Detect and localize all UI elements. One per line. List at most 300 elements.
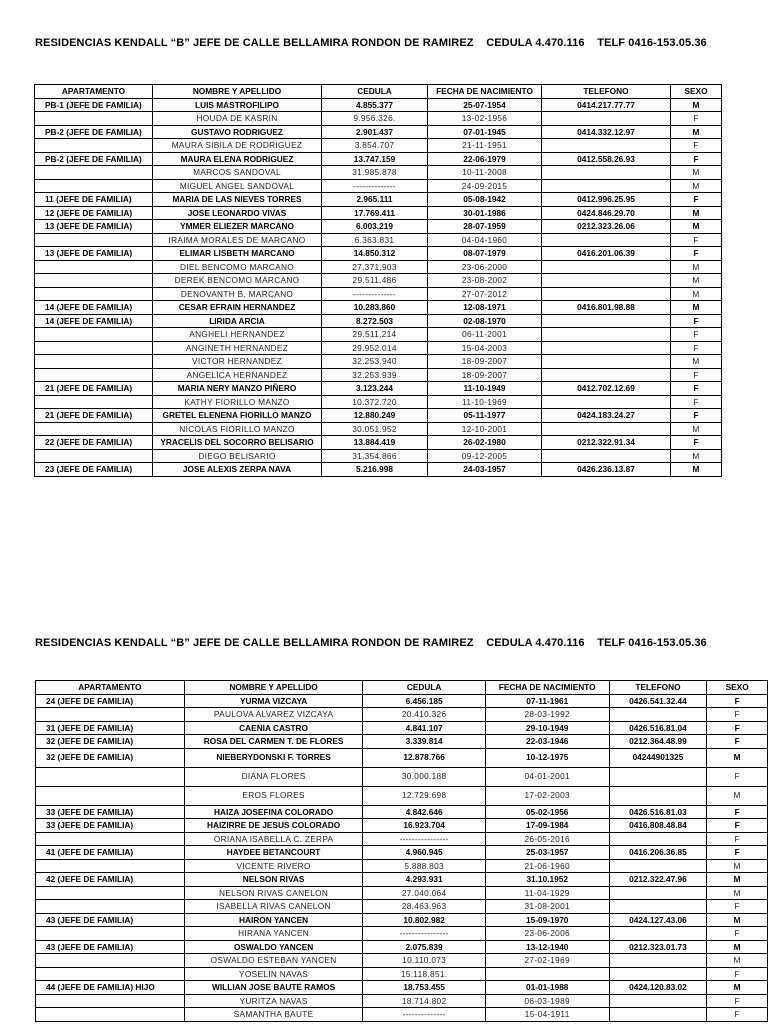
cell-apartamento	[35, 166, 153, 180]
cell-cedula: 2.901.437	[322, 125, 428, 139]
cell-cedula: 10.110.073	[363, 954, 485, 968]
cell-nombre: JOSE LEONARDO VIVAS	[153, 206, 322, 220]
family-member-row	[36, 967, 768, 981]
cell-sexo: M	[671, 179, 722, 193]
cell-nombre: SAMANTHA BAUTE	[184, 1008, 363, 1022]
cell-nombre: OSWALDO ESTEBAN YANCEN	[184, 954, 363, 968]
cell-telefono: 0424.183.24.27	[542, 409, 671, 423]
cell-sexo: M	[671, 449, 722, 463]
cell-cedula: 6.003.219	[322, 220, 428, 234]
cell-apartamento: 11 (JEFE DE FAMILIA)	[35, 193, 153, 207]
cell-sexo: F	[707, 735, 768, 749]
cell-fecha-nacimiento: 10-11-2008	[428, 166, 542, 180]
cell-fecha-nacimiento: 21-06-1960	[485, 859, 609, 873]
cell-apartamento	[36, 832, 185, 846]
cell-cedula: 4.855.377	[322, 98, 428, 112]
cell-nombre: ANGELICA HERNANDEZ	[153, 368, 322, 382]
cell-fecha-nacimiento: 10-12-1975	[485, 748, 609, 767]
cell-nombre: DIANA FLORES	[184, 767, 363, 786]
cell-cedula: 17.769.411	[322, 206, 428, 220]
cell-fecha-nacimiento: 13-12-1940	[485, 940, 609, 954]
cell-nombre: MAURA ELENA RODRIGUEZ	[153, 152, 322, 166]
cell-telefono	[542, 260, 671, 274]
cell-cedula: 12.878.766	[363, 748, 485, 767]
cell-cedula: 27.371.903	[322, 260, 428, 274]
cell-sexo: F	[671, 233, 722, 247]
cell-sexo: F	[707, 1008, 768, 1022]
cell-cedula: 30.051.952	[322, 422, 428, 436]
cell-apartamento	[35, 355, 153, 369]
cell-cedula: --------------	[322, 287, 428, 301]
cell-apartamento: 13 (JEFE DE FAMILIA)	[35, 247, 153, 261]
cell-telefono: 04244901325	[609, 748, 707, 767]
cell-nombre: IRAIMA MORALES DE MARCANO	[153, 233, 322, 247]
cell-telefono	[609, 967, 707, 981]
cell-sexo: F	[671, 382, 722, 396]
cell-cedula: ----------------	[363, 927, 485, 941]
cell-nombre: YOSELIN NAVAS	[184, 967, 363, 981]
residents-table	[34, 84, 722, 477]
head-of-family-row	[35, 125, 722, 139]
cell-nombre: GRETEL ELENENA FIORILLO MANZO	[153, 409, 322, 423]
cell-telefono	[609, 786, 707, 805]
cell-apartamento	[36, 994, 185, 1008]
cell-telefono	[542, 274, 671, 288]
head-of-family-row	[36, 819, 768, 833]
cell-fecha-nacimiento: 31.10.1952	[485, 873, 609, 887]
cell-sexo: M	[707, 886, 768, 900]
cell-fecha-nacimiento: 02-08-1970	[428, 314, 542, 328]
cell-apartamento: 23 (JEFE DE FAMILIA)	[35, 463, 153, 477]
cell-nombre: DEREK BENCOMO MARCANO	[153, 274, 322, 288]
cell-apartamento	[36, 900, 185, 914]
cell-apartamento: 22 (JEFE DE FAMILIA)	[35, 436, 153, 450]
cell-telefono	[609, 1008, 707, 1022]
cell-apartamento	[36, 786, 185, 805]
cell-sexo: M	[671, 98, 722, 112]
cell-telefono: 0424.846.29.70	[542, 206, 671, 220]
cell-fecha-nacimiento: 07-01-1945	[428, 125, 542, 139]
cell-nombre: PAULOVA ALVAREZ VIZCAYA	[184, 708, 363, 722]
family-member-row	[35, 422, 722, 436]
cell-fecha-nacimiento: 18-09-2007	[428, 368, 542, 382]
cell-fecha-nacimiento	[485, 967, 609, 981]
cell-cedula: 18.753.455	[363, 981, 485, 995]
cell-telefono	[609, 859, 707, 873]
cell-telefono: 0416.801.98.88	[542, 301, 671, 315]
col-header-nombre: NOMBRE Y APELLIDO	[184, 681, 363, 695]
cell-sexo: M	[671, 355, 722, 369]
cell-sexo: F	[707, 994, 768, 1008]
cell-telefono: 0212.364.48.99	[609, 735, 707, 749]
cell-nombre: MAURA SIBILA DE RODRIGUEZ	[153, 139, 322, 153]
cell-telefono: 0212.322.91.34	[542, 436, 671, 450]
cell-sexo: F	[671, 409, 722, 423]
cell-fecha-nacimiento: 23-06-2000	[428, 260, 542, 274]
cell-sexo: M	[707, 981, 768, 995]
cell-telefono: 0424.120.83.02	[609, 981, 707, 995]
cell-apartamento: 44 (JEFE DE FAMILIA) HIJO	[36, 981, 185, 995]
cell-sexo: F	[707, 900, 768, 914]
cell-cedula: 5.888.803	[363, 859, 485, 873]
cell-nombre: MARCOS SANDOVAL	[153, 166, 322, 180]
cell-fecha-nacimiento: 11-10-1949	[428, 382, 542, 396]
cell-fecha-nacimiento: 04-04-1960	[428, 233, 542, 247]
cell-cedula: 30.000.188	[363, 767, 485, 786]
cell-nombre: EROS FLORES	[184, 786, 363, 805]
cell-nombre: ISABELLA RIVAS CANELON	[184, 900, 363, 914]
cell-fecha-nacimiento: 15-04-1911	[485, 1008, 609, 1022]
cell-apartamento	[35, 328, 153, 342]
cell-telefono: 0426.516.81.04	[609, 721, 707, 735]
cell-nombre: YRACELIS DEL SOCORRO BELISARIO	[153, 436, 322, 450]
family-member-row	[36, 886, 768, 900]
head-of-family-row	[35, 152, 722, 166]
cell-fecha-nacimiento: 11-10-1969	[428, 395, 542, 409]
cell-sexo: M	[671, 206, 722, 220]
cell-cedula: 13.747.159	[322, 152, 428, 166]
cell-apartamento	[35, 341, 153, 355]
cell-cedula: 27.040.064	[363, 886, 485, 900]
head-of-family-row	[35, 98, 722, 112]
cell-telefono: 0212.323.01.73	[609, 940, 707, 954]
cell-nombre: KATHY FIORILLO MANZO	[153, 395, 322, 409]
cell-sexo: M	[707, 859, 768, 873]
cell-cedula: 3.123.244	[322, 382, 428, 396]
family-member-row	[35, 139, 722, 153]
cell-telefono: 0426.516.81.03	[609, 805, 707, 819]
cell-apartamento: 21 (JEFE DE FAMILIA)	[35, 409, 153, 423]
cell-fecha-nacimiento: 29-10-1949	[485, 721, 609, 735]
family-member-row	[35, 395, 722, 409]
cell-nombre: NICOLAS FIORILLO MANZO	[153, 422, 322, 436]
cell-nombre: HAIZA JOSEFINA COLORADO	[184, 805, 363, 819]
cell-apartamento: 32 (JEFE DE FAMILIA)	[36, 748, 185, 767]
cell-sexo: F	[707, 708, 768, 722]
cell-telefono: 0426.541.32.44	[609, 694, 707, 708]
cell-cedula: 15.118.851.	[363, 967, 485, 981]
cell-fecha-nacimiento: 26-05-2016	[485, 832, 609, 846]
cell-sexo: F	[671, 193, 722, 207]
cell-sexo: M	[671, 422, 722, 436]
head-of-family-row	[35, 463, 722, 477]
family-member-row	[36, 859, 768, 873]
cell-nombre: MIGUEL ANGEL SANDOVAL	[153, 179, 322, 193]
head-of-family-row	[35, 382, 722, 396]
cell-cedula: 29.511.486	[322, 274, 428, 288]
cell-apartamento: PB-2 (JEFE DE FAMILIA)	[35, 152, 153, 166]
family-member-row	[36, 994, 768, 1008]
family-member-row	[36, 832, 768, 846]
family-member-row	[35, 341, 722, 355]
cell-sexo: F	[707, 694, 768, 708]
cell-cedula: 32.253.939	[322, 368, 428, 382]
cell-nombre: HAIRON YANCEN	[184, 913, 363, 927]
cell-apartamento	[35, 368, 153, 382]
family-member-row	[35, 260, 722, 274]
cell-telefono	[542, 166, 671, 180]
cell-fecha-nacimiento: 26-02-1980	[428, 436, 542, 450]
family-member-row	[35, 233, 722, 247]
cell-fecha-nacimiento: 22-06-1979	[428, 152, 542, 166]
head-of-family-row	[36, 940, 768, 954]
cell-telefono	[542, 328, 671, 342]
cell-fecha-nacimiento: 09-12-2005	[428, 449, 542, 463]
cell-fecha-nacimiento: 24-09-2015	[428, 179, 542, 193]
family-member-row	[36, 767, 768, 786]
cell-nombre: OSWALDO YANCEN	[184, 940, 363, 954]
cell-fecha-nacimiento: 24-03-1957	[428, 463, 542, 477]
cell-sexo: F	[671, 112, 722, 126]
cell-nombre: NIEBERYDONSKI F. TORRES	[184, 748, 363, 767]
cell-telefono	[609, 708, 707, 722]
cell-cedula: 18.714.802	[363, 994, 485, 1008]
cell-cedula: 20.410.326	[363, 708, 485, 722]
cell-apartamento: 32 (JEFE DE FAMILIA)	[36, 735, 185, 749]
cell-telefono: 0416.206.36.85	[609, 846, 707, 860]
family-member-row	[35, 355, 722, 369]
cell-telefono	[542, 395, 671, 409]
cell-fecha-nacimiento: 27-07-2012	[428, 287, 542, 301]
cell-nombre: WILLIAN JOSE BAUTE RAMOS	[184, 981, 363, 995]
cell-telefono	[542, 139, 671, 153]
cell-apartamento	[36, 967, 185, 981]
head-of-family-row	[36, 805, 768, 819]
cell-cedula: 12.729.698	[363, 786, 485, 805]
cell-nombre: GUSTAVO RODRIGUEZ	[153, 125, 322, 139]
col-header-cedula: CEDULA	[322, 85, 428, 99]
cell-telefono: 0412.702.12.69	[542, 382, 671, 396]
cell-sexo: M	[671, 301, 722, 315]
cell-apartamento	[36, 767, 185, 786]
cell-telefono	[542, 233, 671, 247]
cell-fecha-nacimiento: 30-01-1986	[428, 206, 542, 220]
cell-fecha-nacimiento: 22-03-1946	[485, 735, 609, 749]
cell-apartamento: 13 (JEFE DE FAMILIA)	[35, 220, 153, 234]
cell-apartamento: 33 (JEFE DE FAMILIA)	[36, 805, 185, 819]
cell-telefono	[609, 927, 707, 941]
cell-cedula: 2.075.839	[363, 940, 485, 954]
cell-sexo: F	[671, 341, 722, 355]
cell-nombre: HAYDEE BETANCOURT	[184, 846, 363, 860]
cell-telefono: 0424.127.43.06	[609, 913, 707, 927]
cell-apartamento: 14 (JEFE DE FAMILIA)	[35, 314, 153, 328]
cell-cedula: ----------------	[363, 832, 485, 846]
cell-nombre: JOSE ALEXIS ZERPA NAVA	[153, 463, 322, 477]
cell-nombre: LUIS MASTROFILIPO	[153, 98, 322, 112]
cell-sexo: F	[671, 328, 722, 342]
head-of-family-row	[35, 247, 722, 261]
cell-telefono	[609, 767, 707, 786]
cell-apartamento	[36, 954, 185, 968]
family-member-row	[36, 708, 768, 722]
col-header-fecha: FECHA DE NACIMIENTO	[428, 85, 542, 99]
cell-telefono	[542, 314, 671, 328]
cell-apartamento: 31 (JEFE DE FAMILIA)	[36, 721, 185, 735]
head-of-family-row	[35, 220, 722, 234]
cell-sexo: M	[671, 287, 722, 301]
cell-sexo: F	[707, 819, 768, 833]
cell-nombre: ORIANA ISABELLA C. ZERPA	[184, 832, 363, 846]
cell-nombre: HIRANA YANCEN	[184, 927, 363, 941]
cell-fecha-nacimiento: 05-11-1977	[428, 409, 542, 423]
head-of-family-row	[35, 436, 722, 450]
cell-fecha-nacimiento: 05-08-1942	[428, 193, 542, 207]
cell-telefono	[542, 422, 671, 436]
cell-sexo: F	[707, 927, 768, 941]
col-header-fecha: FECHA DE NACIMIENTO	[485, 681, 609, 695]
cell-apartamento: 12 (JEFE DE FAMILIA)	[35, 206, 153, 220]
cell-sexo: F	[707, 832, 768, 846]
cell-cedula: 6.456.185	[363, 694, 485, 708]
cell-telefono	[542, 355, 671, 369]
cell-cedula: 3.854.707	[322, 139, 428, 153]
cell-apartamento: PB-2 (JEFE DE FAMILIA)	[35, 125, 153, 139]
cell-sexo: F	[671, 436, 722, 450]
cell-fecha-nacimiento: 01-01-1988	[485, 981, 609, 995]
head-of-family-row	[36, 748, 768, 767]
head-of-family-row	[35, 409, 722, 423]
family-member-row	[35, 179, 722, 193]
cell-nombre: VICTOR HERNANDEZ	[153, 355, 322, 369]
cell-nombre: MARIA NERY MANZO PIÑERO	[153, 382, 322, 396]
cell-telefono: 0416.201.06.39	[542, 247, 671, 261]
cell-sexo: F	[671, 395, 722, 409]
cell-apartamento	[35, 422, 153, 436]
cell-apartamento	[35, 287, 153, 301]
cell-sexo: M	[707, 940, 768, 954]
family-member-row	[35, 368, 722, 382]
cell-fecha-nacimiento: 11-04-1929	[485, 886, 609, 900]
cell-cedula: 3.339.814	[363, 735, 485, 749]
cell-nombre: MARIA DE LAS NIEVES TORRES	[153, 193, 322, 207]
cell-nombre: DENOVANTH B. MARCANO	[153, 287, 322, 301]
head-of-family-row	[36, 694, 768, 708]
cell-telefono	[542, 179, 671, 193]
cell-nombre: NELSON RIVAS	[184, 873, 363, 887]
family-member-row	[35, 449, 722, 463]
header-row	[36, 681, 768, 695]
cell-fecha-nacimiento: 17-02-2003	[485, 786, 609, 805]
cell-apartamento: 33 (JEFE DE FAMILIA)	[36, 819, 185, 833]
cell-sexo: M	[671, 260, 722, 274]
head-of-family-row	[36, 721, 768, 735]
cell-apartamento: 21 (JEFE DE FAMILIA)	[35, 382, 153, 396]
cell-sexo: F	[671, 247, 722, 261]
col-header-nombre: NOMBRE Y APELLIDO	[153, 85, 322, 99]
cell-cedula: 4.960.945	[363, 846, 485, 860]
cell-cedula: 10.802.982	[363, 913, 485, 927]
cell-fecha-nacimiento: 27-02-1969	[485, 954, 609, 968]
cell-apartamento: 14 (JEFE DE FAMILIA)	[35, 301, 153, 315]
cell-cedula: --------------	[322, 179, 428, 193]
cell-telefono: 0416.808.48.84	[609, 819, 707, 833]
cell-cedula: 31.354.866	[322, 449, 428, 463]
col-header-telefono: TELEFONO	[609, 681, 707, 695]
head-of-family-row	[35, 301, 722, 315]
cell-sexo: M	[671, 274, 722, 288]
cell-sexo: F	[707, 767, 768, 786]
cell-nombre: NELSON RIVAS CANELON	[184, 886, 363, 900]
cell-cedula: 16.923.704	[363, 819, 485, 833]
cell-fecha-nacimiento: 25-07-1954	[428, 98, 542, 112]
cell-nombre: YURITZA NAVAS	[184, 994, 363, 1008]
col-header-sexo: SEXO	[707, 681, 768, 695]
head-of-family-row	[36, 846, 768, 860]
cell-nombre: YMMER ELIEZER MARCANO	[153, 220, 322, 234]
cell-apartamento: 41 (JEFE DE FAMILIA)	[36, 846, 185, 860]
cell-sexo: F	[671, 152, 722, 166]
cell-fecha-nacimiento: 06-11-2001	[428, 328, 542, 342]
cell-cedula: 32.253.940	[322, 355, 428, 369]
cell-nombre: CAENIA CASTRO	[184, 721, 363, 735]
family-member-row	[35, 274, 722, 288]
cell-fecha-nacimiento: 06-03-1989	[485, 994, 609, 1008]
cell-telefono: 0426.236.13.87	[542, 463, 671, 477]
cell-telefono	[542, 449, 671, 463]
cell-telefono	[542, 341, 671, 355]
cell-apartamento: 43 (JEFE DE FAMILIA)	[36, 940, 185, 954]
cell-telefono	[542, 112, 671, 126]
cell-nombre: HAIZIRRE DE JESUS COLORADO	[184, 819, 363, 833]
family-member-row	[36, 954, 768, 968]
cell-sexo: M	[671, 463, 722, 477]
cell-apartamento: 43 (JEFE DE FAMILIA)	[36, 913, 185, 927]
cell-cedula: 10.283.860	[322, 301, 428, 315]
cell-cedula: 29.511.214	[322, 328, 428, 342]
cell-sexo: F	[671, 368, 722, 382]
cell-apartamento	[35, 112, 153, 126]
cell-cedula: 10.372.720	[322, 395, 428, 409]
family-member-row	[36, 927, 768, 941]
cell-cedula: 9.956.326.	[322, 112, 428, 126]
cell-cedula: 6.363.831	[322, 233, 428, 247]
cell-nombre: ANGHELI HERNANDEZ	[153, 328, 322, 342]
col-header-telefono: TELEFONO	[542, 85, 671, 99]
cell-fecha-nacimiento: 15-09-1970	[485, 913, 609, 927]
cell-telefono	[609, 886, 707, 900]
cell-cedula: --------------	[363, 1008, 485, 1022]
head-of-family-row	[35, 314, 722, 328]
cell-telefono: 0414.332.12.97	[542, 125, 671, 139]
cell-nombre: LIRIDA ARCIA	[153, 314, 322, 328]
cell-telefono	[542, 368, 671, 382]
cell-sexo: M	[671, 125, 722, 139]
col-header-sexo: SEXO	[671, 85, 722, 99]
col-header-apartamento: APARTAMENTO	[35, 85, 153, 99]
cell-telefono: 0212.322.47.96	[609, 873, 707, 887]
family-member-row	[35, 166, 722, 180]
cell-cedula: 13.884.419	[322, 436, 428, 450]
cell-sexo: M	[707, 954, 768, 968]
cell-cedula: 29.952.014	[322, 341, 428, 355]
cell-apartamento	[36, 859, 185, 873]
cell-nombre: DIEGO BELISARIO	[153, 449, 322, 463]
cell-cedula: 5.216.998	[322, 463, 428, 477]
cell-apartamento	[35, 139, 153, 153]
cell-telefono	[542, 287, 671, 301]
cell-fecha-nacimiento: 25-03-1957	[485, 846, 609, 860]
cell-fecha-nacimiento: 12-08-1971	[428, 301, 542, 315]
cell-cedula: 2.965.111	[322, 193, 428, 207]
head-of-family-row	[36, 981, 768, 995]
cell-sexo: F	[671, 314, 722, 328]
cell-fecha-nacimiento: 28-07-1959	[428, 220, 542, 234]
cell-sexo: F	[707, 721, 768, 735]
cell-fecha-nacimiento: 07-11-1961	[485, 694, 609, 708]
col-header-apartamento: APARTAMENTO	[36, 681, 185, 695]
head-of-family-row	[36, 735, 768, 749]
